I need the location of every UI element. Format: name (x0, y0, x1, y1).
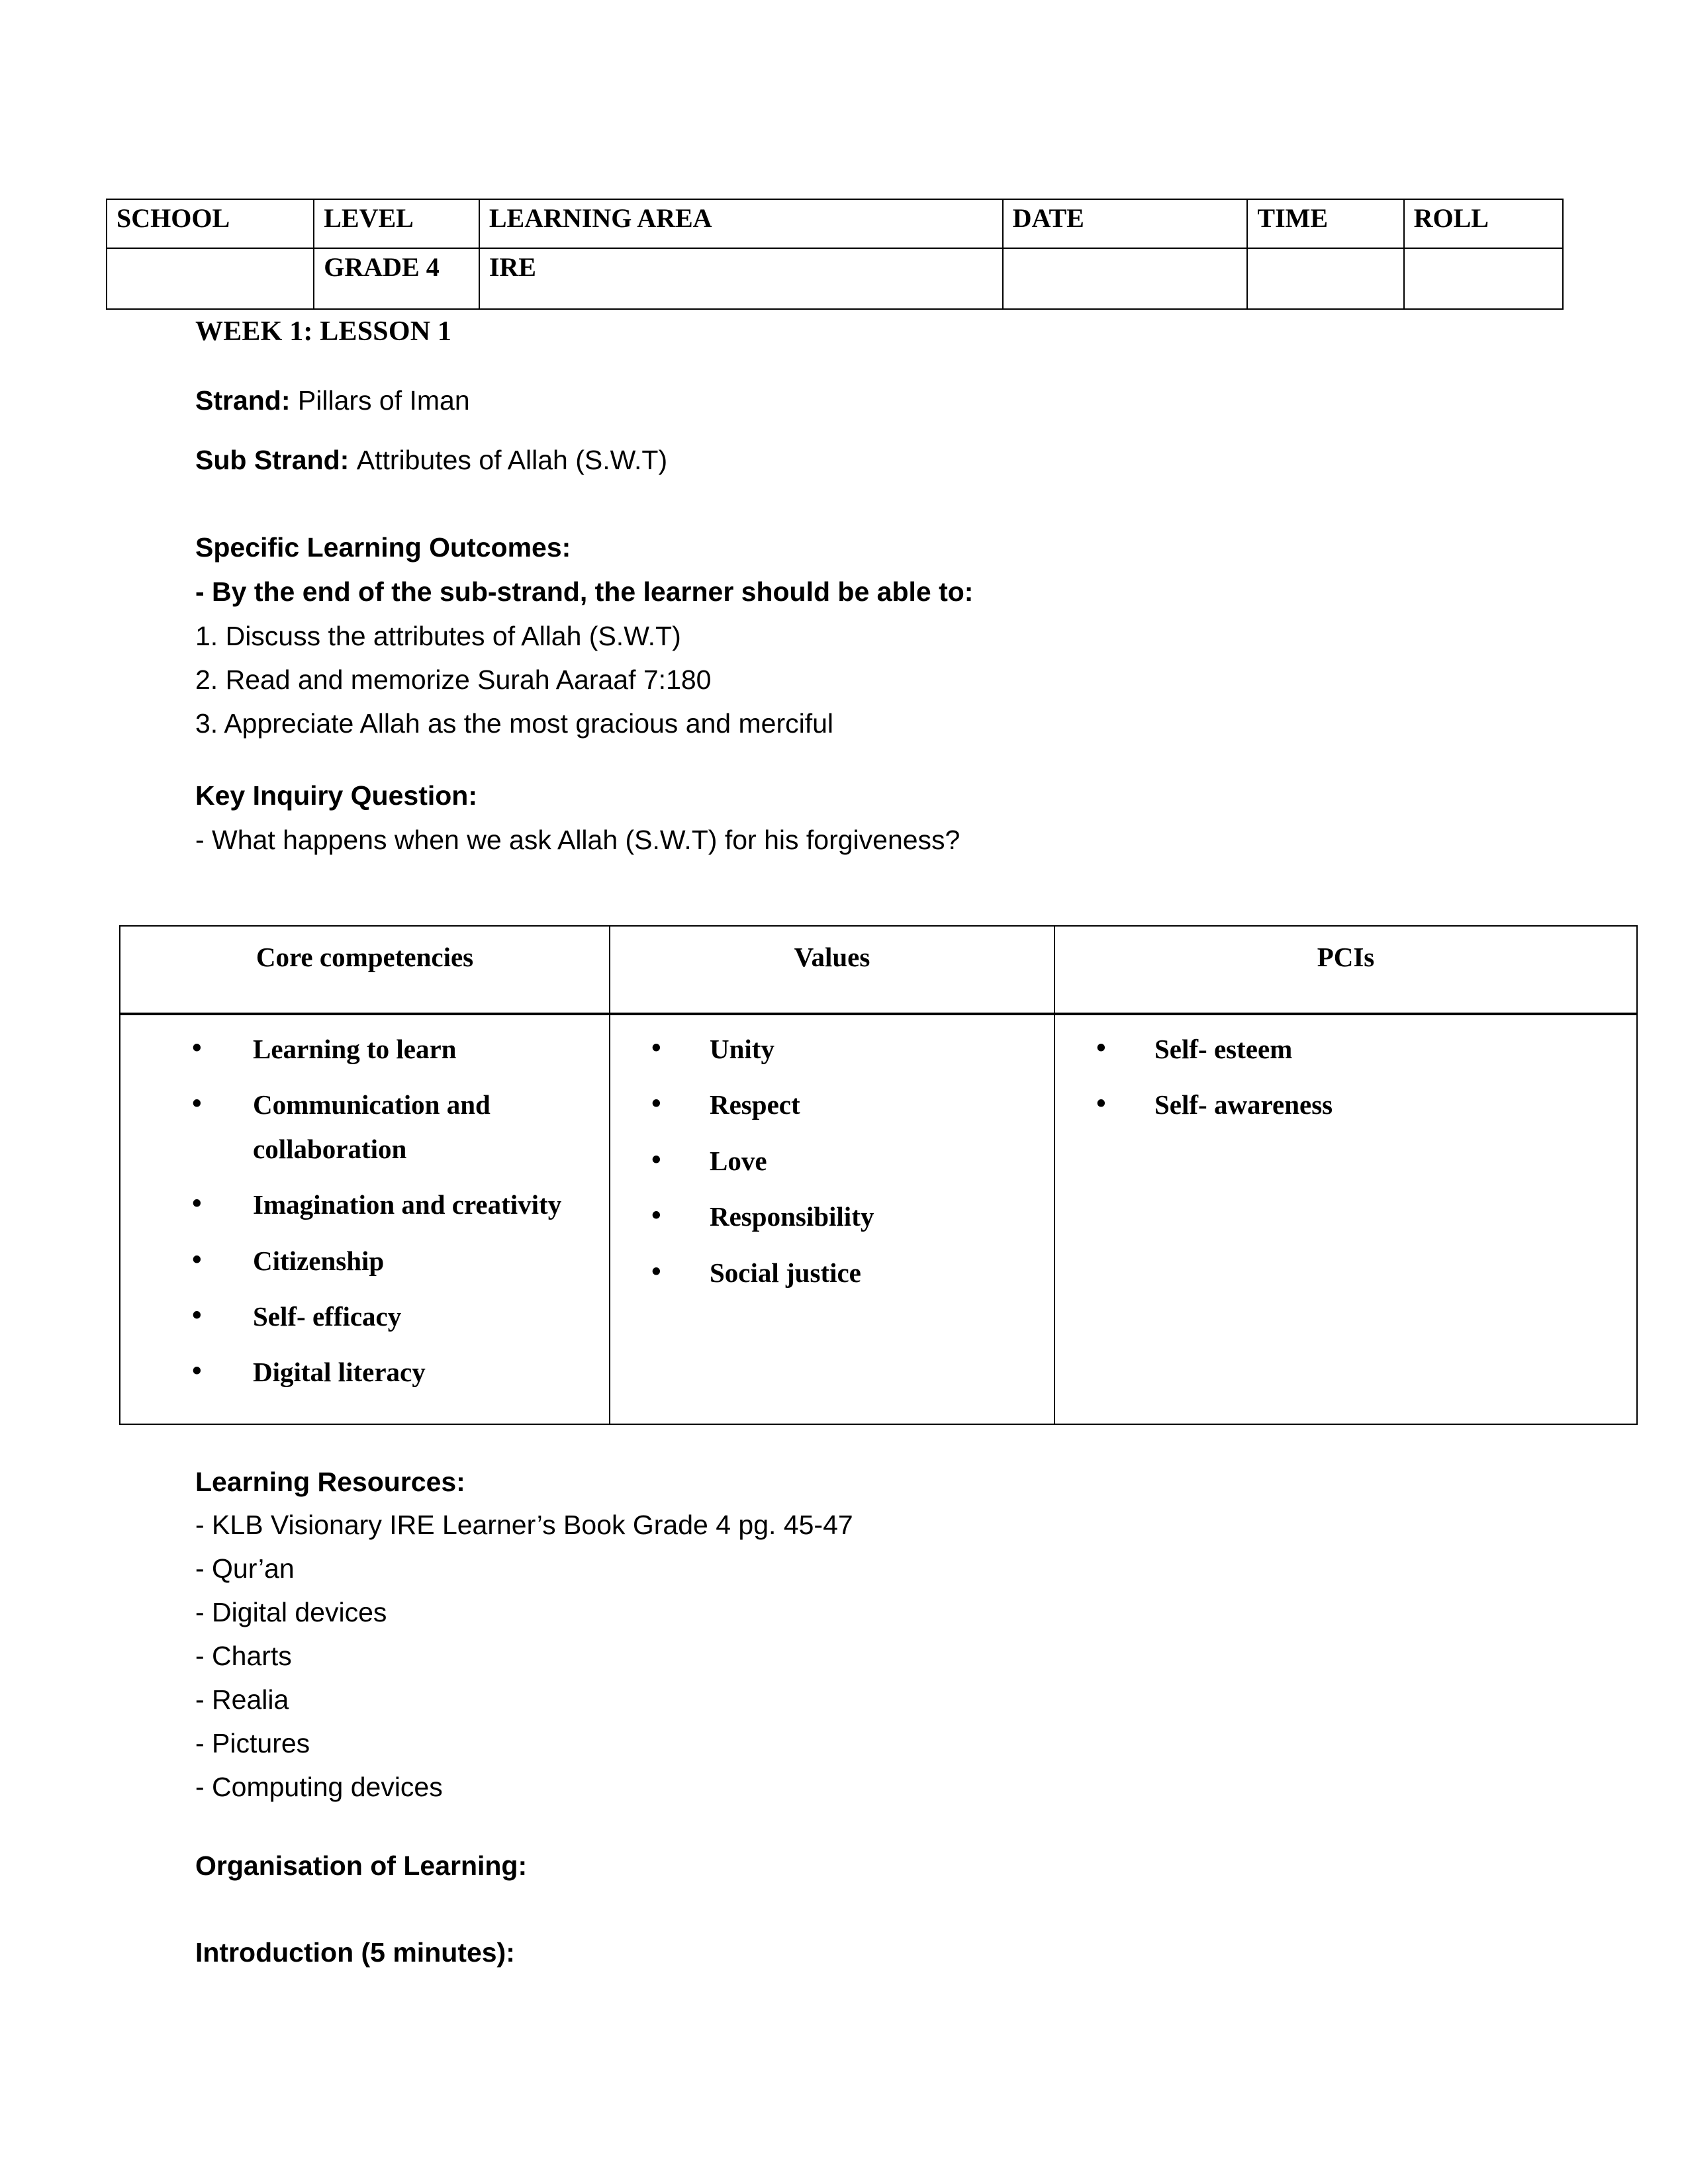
competency-table-container (119, 925, 1636, 1425)
list-item: • Learning to learn (120, 1027, 609, 1071)
learning-outcome-item-3: 3. Appreciate Allah as the most gracious and merciful (195, 708, 834, 739)
specific-learning-outcomes-subheading: - By the end of the sub-strand, the learner should be able to: (195, 576, 974, 607)
specific-learning-outcomes-heading: Specific Learning Outcomes: (195, 532, 571, 563)
list-item: • Self- awareness (1055, 1083, 1636, 1126)
list-item: • Citizenship (120, 1239, 609, 1283)
key-inquiry-question-text: - What happens when we ask Allah (S.W.T) for his forgiveness? (195, 825, 961, 855)
sub-strand-line (195, 445, 667, 475)
column-header-values: Values (610, 926, 1055, 1014)
cell-level[interactable]: GRADE 4 (314, 248, 479, 309)
week-lesson-heading: WEEK 1: LESSON 1 (195, 316, 452, 347)
introduction-heading: Introduction (5 minutes): (195, 1937, 515, 1968)
core-competencies-list (120, 1027, 609, 1394)
learning-resource-item-5: - Realia (195, 1684, 289, 1715)
key-inquiry-question-heading: Key Inquiry Question: (195, 780, 477, 811)
list-item: • Responsibility (610, 1195, 1054, 1238)
organisation-of-learning-heading: Organisation of Learning: (195, 1850, 528, 1881)
strand-spacer (291, 385, 298, 416)
list-item: • Unity (610, 1027, 1054, 1071)
list-item: • Self- esteem (1055, 1027, 1636, 1071)
cell-learning-area[interactable]: IRE (479, 248, 1003, 309)
strand-value: Pillars of Iman (297, 385, 470, 416)
table-row-competency-body (120, 1014, 1637, 1424)
column-header-level: LEVEL (314, 199, 479, 248)
cell-pcis (1055, 1014, 1637, 1424)
list-item: • Digital literacy (120, 1350, 609, 1394)
cell-roll[interactable] (1404, 248, 1563, 309)
competency-values-pcis-table (119, 925, 1638, 1425)
learning-outcome-item-1: 1. Discuss the attributes of Allah (S.W.T) (195, 621, 681, 651)
table-row-headers (107, 199, 1563, 248)
column-header-school: SCHOOL (107, 199, 314, 248)
column-header-core-competencies: Core competencies (120, 926, 610, 1014)
learning-resource-item-4: - Charts (195, 1641, 292, 1671)
pcis-list (1055, 1027, 1636, 1127)
strand-label: Strand: (195, 385, 291, 416)
cell-core-competencies (120, 1014, 610, 1424)
learning-resource-item-7: - Computing devices (195, 1772, 443, 1802)
list-item: • Respect (610, 1083, 1054, 1126)
strand-line (195, 386, 470, 416)
learning-resource-item-6: - Pictures (195, 1728, 310, 1758)
list-item: • Communication and collaboration (120, 1083, 609, 1171)
list-item: • Social justice (610, 1251, 1054, 1295)
learning-resource-item-2: - Qur’an (195, 1553, 295, 1584)
values-list (610, 1027, 1054, 1295)
list-item: • Self- efficacy (120, 1295, 609, 1338)
cell-time[interactable] (1247, 248, 1403, 309)
column-header-learning-area: LEARNING AREA (479, 199, 1003, 248)
column-header-time: TIME (1247, 199, 1403, 248)
learning-outcome-item-2: 2. Read and memorize Surah Aaraaf 7:180 (195, 664, 712, 695)
lesson-header-table (106, 199, 1564, 310)
table-row-competency-headers (120, 926, 1637, 1014)
cell-school[interactable] (107, 248, 314, 309)
lesson-header-table-container (106, 199, 1564, 310)
table-row-values (107, 248, 1563, 309)
cell-date[interactable] (1003, 248, 1248, 309)
sub-strand-spacer (349, 445, 356, 475)
column-header-date: DATE (1003, 199, 1248, 248)
cell-values (610, 1014, 1055, 1424)
column-header-roll: ROLL (1404, 199, 1563, 248)
column-header-pcis: PCIs (1055, 926, 1637, 1014)
sub-strand-label: Sub Strand: (195, 445, 350, 475)
sub-strand-value: Attributes of Allah (S.W.T) (356, 445, 668, 475)
learning-resource-item-3: - Digital devices (195, 1597, 387, 1627)
list-item: • Love (610, 1139, 1054, 1183)
learning-resource-item-1: - KLB Visionary IRE Learner’s Book Grade 4 pg. 45-47 (195, 1510, 853, 1540)
list-item: • Imagination and creativity (120, 1183, 609, 1226)
learning-resources-heading: Learning Resources: (195, 1467, 465, 1497)
